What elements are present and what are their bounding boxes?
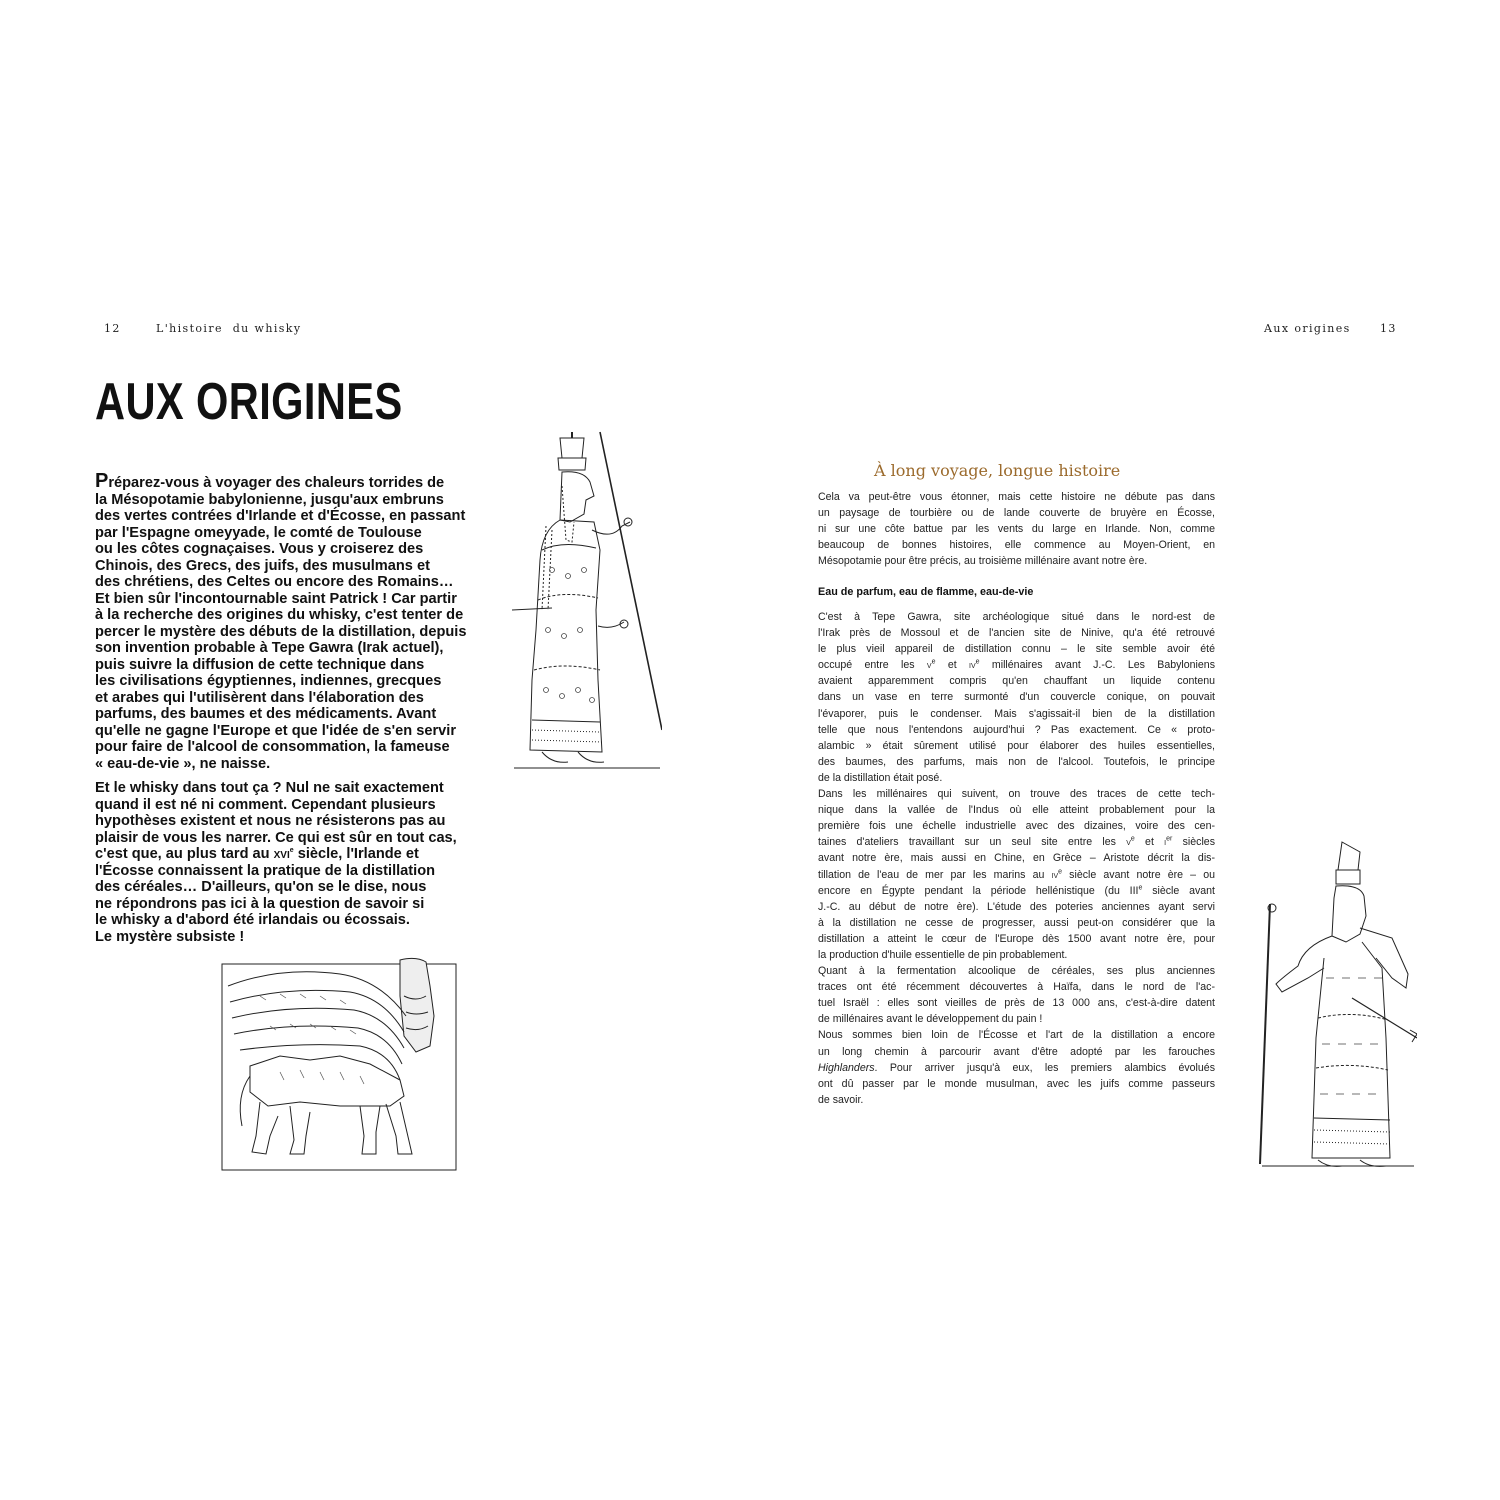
text-run: millénaires avant J.-C. Les Babyloniens	[979, 659, 1215, 672]
running-head-left: L'histoire du whisky	[156, 322, 302, 335]
text-line: nique dans la vallée de l'Indus où elle atteint probablement pour la	[818, 804, 1215, 817]
section-heading: À long voyage, longue histoire	[874, 461, 1121, 480]
text-line: Cela va peut-être vous étonner, mais cette histoire ne débute pas dans	[818, 491, 1215, 503]
text-line: un paysage de tourbière ou de lande couverte de bruyère en Écosse,	[818, 507, 1215, 520]
intro-lines	[95, 492, 473, 773]
superscript: e	[931, 658, 936, 666]
body-paragraph-1	[818, 489, 1215, 569]
body-lines	[818, 673, 1215, 770]
body-line: de millénaires avant le développement du pain !	[818, 1013, 1043, 1026]
intro-paragraph-1	[95, 470, 473, 772]
text-line: tuel Israël : elles sont vieilles de près de 13 000 ans, c'est-à-dire datent	[818, 997, 1215, 1010]
superscript: e	[1130, 835, 1135, 843]
superscript: e	[289, 847, 294, 855]
text-line: Le mystère subsiste !	[95, 928, 245, 945]
text-line: C'est à Tepe Gawra, site archéologique situé dans le nord-est de	[818, 611, 1215, 623]
intro-line: hypothèses existent et nous ne résisterons pas au	[95, 813, 446, 829]
intro-line	[95, 846, 473, 863]
text-line: première fois une échelle industrielle avec des dizaines, voire des cen-	[818, 820, 1215, 833]
intro-first-line-text: réparez-vous à voyager des chaleurs torrides de	[108, 475, 445, 491]
text-line: l'Écosse connaissent la pratique de la distillation	[95, 862, 436, 879]
text-run: c'est que, au plus tard au	[95, 846, 274, 862]
text-run: . Pour arriver jusqu'à eux, les premiers alambics évolués	[874, 1061, 1215, 1074]
text-line: le plus vieil appareil de distillation connu – le site semble avoir été	[818, 643, 1215, 656]
text-line: des baumes, des parfums, mais non de l'alcool. Toutefois, le principe	[818, 755, 1215, 768]
text-line: Nous sommes bien loin de l'Écosse et l'art de la distillation a encore	[818, 1029, 1215, 1042]
body-lines	[818, 786, 1215, 834]
body-lines	[818, 899, 1215, 947]
text-line: dans un vase en terre surmonté d'un couvercle conique, on pouvait	[818, 691, 1215, 704]
text-line: son invention probable à Tepe Gawra (Irak actuel),	[95, 640, 444, 656]
text-line: puis suivre la diffusion de cette technique dans	[95, 656, 425, 673]
text-line: « eau-de-vie », ne naisse.	[95, 755, 271, 772]
body-line: avant notre ère, mais aussi en Chine, en Grèce – Aristote décrit la dis-	[818, 852, 1215, 865]
running-head-right: Aux origines	[1264, 322, 1351, 335]
text-line: le whisky a d'abord été irlandais ou écossais.	[95, 912, 410, 928]
text-line: Et bien sûr l'incontournable saint Patrick ! Car partir	[95, 590, 457, 607]
text-line: Mésopotamie pour être précis, au troisième millénaire avant notre ère.	[818, 555, 1148, 568]
text-line: traces ont été récemment découvertes à Haïfa, dans le nord de l'ac-	[818, 981, 1215, 994]
text-line: l'évaporer, puis le condenser. Mais s'agissait-il bien de la distillation	[818, 707, 1215, 720]
text-line: la Mésopotamie babylonienne, jusqu'aux embruns	[95, 491, 444, 508]
intro-paragraph-2	[95, 780, 473, 945]
body-line	[818, 834, 1215, 850]
text-line: à la distillation ne cesse de progresser, aussi peut-on considérer que la	[818, 916, 1215, 929]
text-run: taines d'ateliers travaillant sur un seul site entre les	[818, 836, 1127, 849]
intro-line: quand il est né ni comment. Cependant plusieurs	[95, 796, 436, 813]
superscript: e	[1138, 884, 1143, 892]
text-run: siècle avant	[1142, 884, 1215, 897]
body-line: de la distillation était posé.	[818, 771, 943, 784]
text-line: des céréales… D'ailleurs, qu'on se le dise, nous	[95, 879, 427, 895]
text-line: pour faire de l'alcool de consommation, la fameuse	[95, 739, 450, 755]
text-line: Dans les millénaires qui suivent, on trouve des traces de cette tech-	[818, 788, 1215, 801]
body-lines	[818, 963, 1215, 1011]
intro-line: plaisir de vous les narrer. Ce qui est sûr en tout cas,	[95, 829, 457, 846]
body-line: la production d'huile essentielle de pin probablement.	[818, 948, 1068, 961]
text-line: percer le mystère des débuts de la distillation, depuis	[95, 623, 467, 640]
text-run: et	[935, 659, 970, 672]
text-run: occupé entre les	[818, 659, 927, 672]
numeral: v	[926, 659, 932, 672]
intro-line	[95, 470, 473, 492]
body-line	[818, 883, 1215, 899]
text-line: alambic » était sûrement utilisé pour élaborer des huiles essentielles,	[818, 739, 1215, 752]
text-line: Quant à la fermentation alcoolique de céréales, ses plus anciennes	[818, 965, 1215, 978]
numeral: iv	[969, 659, 976, 672]
text-line: qu'elle ne gagne l'Europe et que l'idée de s'en servir	[95, 722, 456, 739]
numeral: v	[1126, 836, 1131, 849]
superscript: er	[1166, 835, 1173, 843]
text-line: des vertes contrées d'Irlande et d'Écosse, en passant	[95, 508, 466, 524]
text-line: ou les côtes cognaçaises. Vous y croiserez des	[95, 541, 424, 557]
text-line: ne répondrons pas ici à la question de savoir si	[95, 895, 425, 912]
body-line: de savoir.	[818, 1093, 864, 1106]
numeral: iv	[1051, 868, 1059, 881]
assyrian-figure-illustration	[1242, 838, 1417, 1171]
superscript: e	[975, 658, 980, 666]
text-line: distillation a atteint le cœur de l'Europe dès 1500 avant notre ère, pour	[818, 932, 1215, 945]
text-run: et	[1134, 836, 1165, 849]
page-number-left: 12	[104, 322, 121, 335]
text-line: telle que nous l'entendons aujourd'hui ? Pas exactement. Ce « proto-	[818, 723, 1215, 736]
body-line	[818, 1060, 1215, 1076]
text-run: encore en Égypte pendant la période hellénistique (du III	[818, 884, 1139, 897]
text-line: beaucoup de bonnes histoires, elle commence au Moyen-Orient, en	[818, 539, 1215, 552]
text-line: les civilisations égyptiennes, indiennes, grecques	[95, 673, 442, 689]
text-line: l'Irak près de Mossoul et de l'ancien site de Ninive, qu'a été retrouvé	[818, 627, 1215, 640]
text-run: siècle avant notre ère – ou	[1062, 868, 1215, 881]
drop-cap: P	[95, 470, 109, 492]
page-number-right: 13	[1380, 322, 1397, 335]
text-line: parfums, des baumes et des médicaments. Avant	[95, 706, 437, 722]
intro-line: Et le whisky dans tout ça ? Nul ne sait exactement	[95, 780, 444, 796]
century-numeral: xvi	[273, 846, 290, 862]
body-lines	[818, 1027, 1215, 1059]
body-paragraph-2	[818, 609, 1215, 1108]
chapter-title: AUX ORIGINES	[95, 373, 403, 431]
text-line: par l'Espagne omeyyade, le comté de Toulouse	[95, 524, 422, 541]
body-line	[818, 657, 1215, 673]
lamassu-illustration	[220, 956, 460, 1176]
body-line: ont dû passer par le monde musulman, avec les juifs comme passeurs	[818, 1077, 1215, 1090]
text-line: et arabes qui l'utilisèrent dans l'élaboration des	[95, 689, 424, 706]
body-lines	[818, 489, 1215, 569]
text-run: siècle, l'Irlande et	[293, 846, 419, 862]
body-line	[818, 867, 1215, 883]
subheading: Eau de parfum, eau de flamme, eau-de-vie	[818, 586, 1034, 598]
emphasis: Highlanders	[818, 1061, 875, 1074]
text-line: avaient apparemment compris qu'en chauffant un liquide contenu	[818, 675, 1215, 688]
superscript: e	[1058, 867, 1063, 875]
text-line: à la recherche des origines du whisky, c'est tenter de	[95, 607, 464, 623]
text-run: tillation de l'eau de mer par les marins au	[818, 868, 1052, 881]
text-line: des chrétiens, des Celtes ou encore des Romains…	[95, 574, 454, 590]
text-line: un long chemin à parcourir avant d'être adopté par les farouches	[818, 1045, 1215, 1058]
text-line: Chinois, des Grecs, des juifs, des musulmans et	[95, 557, 430, 574]
text-line: J.-C. au début de notre ère). L'étude des poteries anciennes ayant servi	[818, 900, 1215, 913]
text-run: siècles	[1172, 836, 1215, 849]
intro-lines	[95, 863, 473, 946]
assyrian-king-illustration	[512, 430, 662, 772]
numeral: i	[1164, 836, 1167, 849]
body-lines	[818, 609, 1215, 657]
text-line: ni sur une côte battue par les vents du large en Irlande. Non, comme	[818, 523, 1215, 536]
